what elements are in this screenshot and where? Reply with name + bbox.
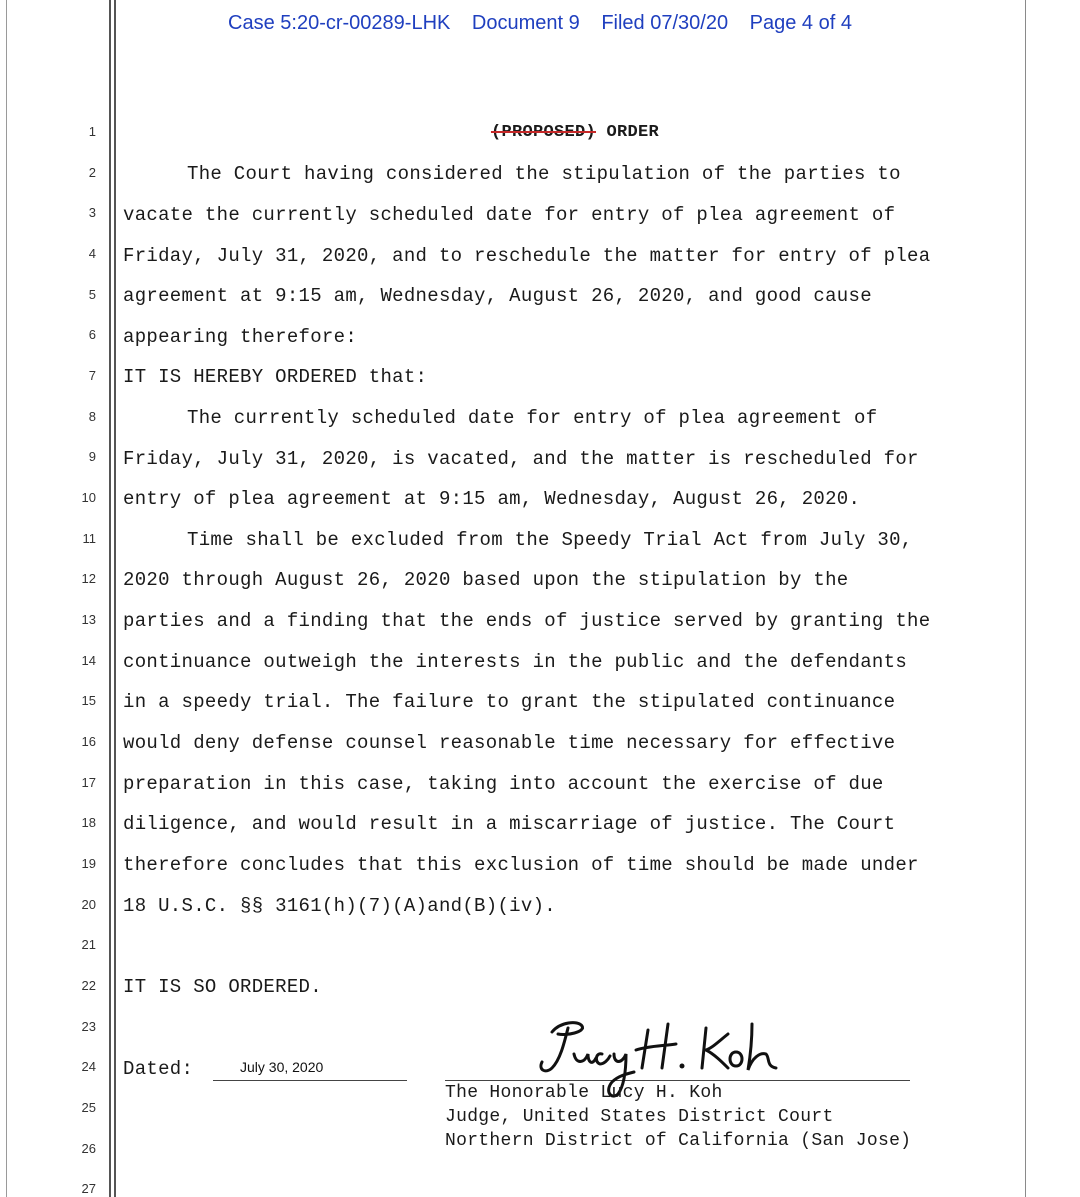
- filed-date: Filed 07/30/20: [601, 12, 729, 34]
- line-number: 8: [88, 409, 96, 424]
- body-line: 2020 through August 26, 2020 based upon the stipulation by the: [123, 569, 849, 591]
- line-number: 25: [81, 1100, 96, 1115]
- body-line: therefore concludes that this exclusion of time should be made under: [123, 854, 919, 876]
- line-number: 6: [88, 327, 96, 342]
- signature-name: The Honorable Lucy H. Koh: [445, 1083, 723, 1103]
- line-number: 3: [88, 205, 96, 220]
- struck-proposed: (PROPOSED): [490, 123, 596, 142]
- statute-citation: 18 U.S.C. §§ 3161(h)(7)(A)and(B)(iv).: [123, 895, 556, 917]
- line-number: 10: [81, 490, 96, 505]
- page-number: Page 4 of 4: [749, 12, 852, 34]
- line-number: 19: [81, 856, 96, 871]
- line-number: 1: [88, 124, 96, 139]
- line-number: 21: [81, 937, 96, 952]
- body-line: vacate the currently scheduled date for entry of plea agreement of: [123, 204, 896, 226]
- line-number: 15: [81, 693, 96, 708]
- body-line: The Court having considered the stipulation of the parties to: [187, 163, 901, 185]
- dated-value: July 30, 2020: [240, 1059, 324, 1075]
- filing-header: [0, 12, 1080, 35]
- line-number: 12: [81, 571, 96, 586]
- line-number: 17: [81, 775, 96, 790]
- line-number: 4: [88, 246, 96, 261]
- body-line: parties and a finding that the ends of justice served by granting the: [123, 610, 931, 632]
- line-number: 16: [81, 734, 96, 749]
- body-line: IT IS HEREBY ORDERED that:: [123, 366, 428, 388]
- so-ordered: IT IS SO ORDERED.: [123, 976, 322, 998]
- body-line: appearing therefore:: [123, 326, 358, 348]
- body-line: would deny defense counsel reasonable time necessary for effective: [123, 732, 896, 754]
- order-title: [0, 123, 1080, 142]
- dated-label: Dated:: [123, 1058, 194, 1080]
- date-line: [213, 1080, 407, 1081]
- body-line: diligence, and would result in a miscarriage of justice. The Court: [123, 813, 896, 835]
- line-number: 11: [82, 531, 96, 546]
- body-line: Friday, July 31, 2020, is vacated, and the matter is rescheduled for: [123, 448, 919, 470]
- order-heading: ORDER: [606, 123, 660, 142]
- page-edge-left: [6, 0, 7, 1197]
- body-line: entry of plea agreement at 9:15 am, Wednesday, August 26, 2020.: [123, 488, 861, 510]
- body-line: preparation in this case, taking into account the exercise of due: [123, 773, 884, 795]
- line-number: 9: [88, 449, 96, 464]
- body-line: continuance outweigh the interests in the public and the defendants: [123, 651, 908, 673]
- line-number: 2: [88, 165, 96, 180]
- line-number: 27: [81, 1181, 96, 1196]
- line-number: 22: [81, 978, 96, 993]
- margin-rule-inner: [114, 0, 116, 1197]
- body-line: agreement at 9:15 am, Wednesday, August 26, 2020, and good cause: [123, 285, 872, 307]
- page-edge-right: [1025, 0, 1026, 1197]
- line-number: 20: [81, 897, 96, 912]
- margin-rule-outer: [109, 0, 111, 1197]
- body-line: Time shall be excluded from the Speedy Trial Act from July 30,: [187, 529, 913, 551]
- line-number: 23: [81, 1019, 96, 1034]
- document-number: Document 9: [471, 12, 580, 34]
- line-number: 26: [81, 1141, 96, 1156]
- line-number: 5: [88, 287, 96, 302]
- line-number: 14: [81, 653, 96, 668]
- line-number: 18: [81, 815, 96, 830]
- signature-title: Judge, United States District Court: [445, 1107, 834, 1127]
- body-line: The currently scheduled date for entry of plea agreement of: [187, 407, 878, 429]
- case-number: Case 5:20-cr-00289-LHK: [228, 12, 451, 34]
- body-line: Friday, July 31, 2020, and to reschedule the matter for entry of plea: [123, 245, 931, 267]
- line-number: 13: [81, 612, 96, 627]
- line-number: 24: [81, 1059, 96, 1074]
- body-line: in a speedy trial. The failure to grant the stipulated continuance: [123, 691, 896, 713]
- signature-district: Northern District of California (San Jose): [445, 1131, 912, 1151]
- line-number: 7: [88, 368, 96, 383]
